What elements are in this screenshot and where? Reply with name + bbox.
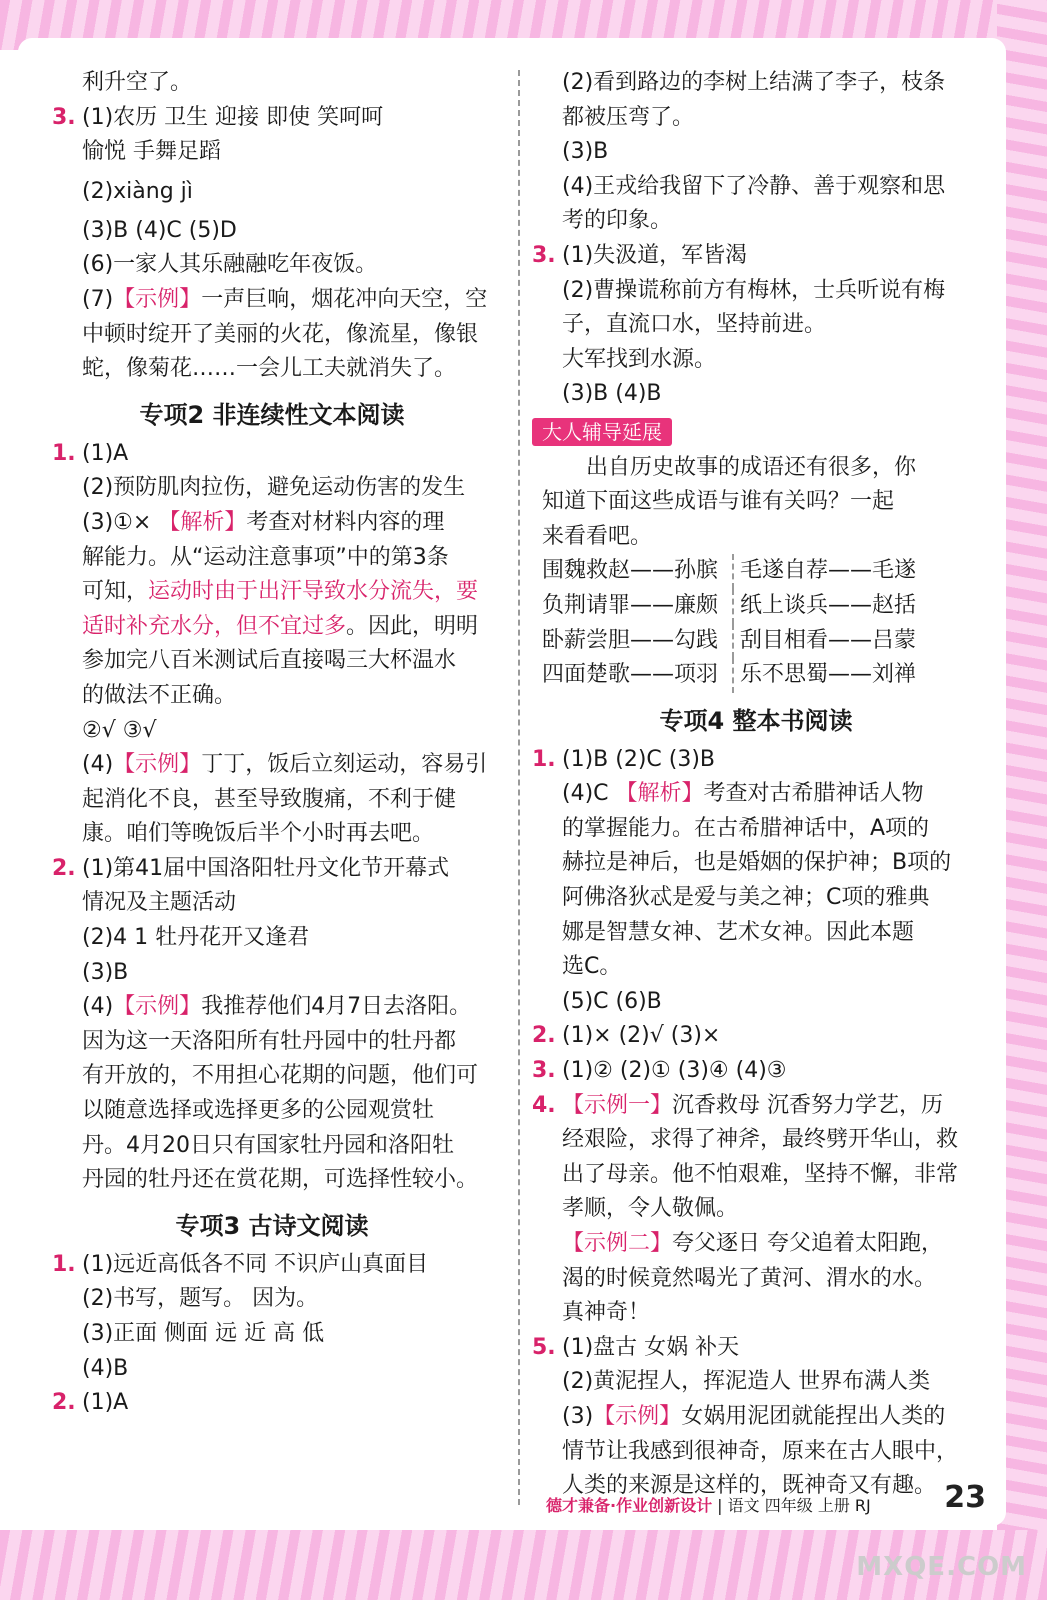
text-span: 。因此，明明 [346, 613, 479, 639]
question-2 [532, 1019, 980, 1054]
idiom-pair: 负荆请罪——廉颇 [542, 592, 719, 618]
text-span: 一声巨响，烟花冲向天空，空 [201, 286, 488, 312]
text-line: 都被压弯了。 [562, 104, 695, 130]
question-number: 1. [52, 1251, 76, 1277]
question-number: 1. [52, 440, 76, 466]
text-line: 情节让我感到很神奇，原来在古人眼中， [562, 1438, 959, 1464]
text-line: (3)B [562, 139, 609, 165]
question-3 [532, 1054, 980, 1089]
analysis-tag: 【解析】 [158, 509, 247, 535]
answer-text: (1)远近高低各不同 不识庐山真面目 [82, 1251, 429, 1277]
highlight-text: 适时补充水分，但不宜过多 [82, 613, 347, 639]
answer-text: (1)盘古 女娲 补天 [562, 1334, 740, 1360]
site-watermark: MXQE.COM [856, 1552, 1027, 1582]
text-span: (7) [82, 286, 114, 312]
text-line: 出了母亲。他不怕艰难，坚持不懈，非常 [562, 1161, 959, 1187]
text-line: 丹园的牡丹还在赏花期，可选择性较小。 [82, 1167, 479, 1193]
text-line: (2)预防肌肉拉伤，避免运动伤害的发生 [82, 475, 466, 501]
text-line: (5)C (6)B [562, 988, 662, 1014]
text-span: (4) [82, 752, 114, 778]
question-number: 1. [532, 746, 556, 772]
question-number: 3. [532, 242, 556, 268]
text-line: 阿佛洛狄忒是爱与美之神；C项的雅典 [562, 885, 930, 911]
text-line: 参加完八百米测试后直接喝三大杯温水 [82, 648, 457, 674]
text-span: 考查对材料内容的理 [246, 509, 445, 535]
answer-text: (1)B (2)C (3)B [562, 746, 716, 772]
text-line: 子，直流口水，坚持前进。 [562, 312, 827, 338]
text-span: (4) [82, 994, 114, 1020]
text-line: (2)4 1 牡丹花开又逢君 [82, 925, 310, 951]
parent-guide-badge: 大人辅导延展 [532, 418, 672, 446]
text-line: (4)王戎给我留下了冷静、善于观察和思 [562, 173, 946, 199]
idiom-pair: 刮目相看——吕蒙 [732, 624, 922, 659]
text-line: 愉悦 手舞足蹈 [82, 139, 221, 165]
text-line: 以随意选择或选择更多的公园观赏牡 [82, 1098, 435, 1124]
analysis-tag: 【解析】 [615, 781, 704, 807]
question-1 [52, 437, 492, 472]
text-line: (2)曹操谎称前方有梅林，士兵听说有梅 [562, 277, 946, 303]
text-line: (3)B [82, 959, 129, 985]
column-divider [518, 70, 520, 1505]
section-heading: 专项4 整本书阅读 [659, 706, 853, 735]
text-line: ②√ ③√ [82, 717, 157, 743]
text-line [532, 777, 980, 812]
left-column [52, 66, 492, 1421]
text-span: 夸父逐日 夸父追着太阳跑， [672, 1231, 944, 1256]
text-span: (3) [562, 1403, 594, 1429]
text-line: 渴的时候竟然喝光了黄河、渭水的水。 [562, 1265, 937, 1291]
text-line: 中顿时绽开了美丽的火花，像流星，像银 [82, 321, 479, 347]
text-line: (3)B (4)C (5)D [82, 217, 237, 243]
section-heading: 专项2 非连续性文本阅读 [139, 400, 405, 429]
question-2 [52, 852, 492, 887]
book-brand: 德才兼备·作业创新设计 [546, 1496, 713, 1515]
example-tag: 【示例】 [113, 286, 202, 312]
text-line: 考的印象。 [562, 208, 673, 234]
idiom-grid [532, 554, 980, 692]
idiom-pair: 纸上谈兵——赵括 [732, 589, 922, 624]
text-line: 情况及主题活动 [82, 890, 237, 916]
book-info: | 语文 四年级 上册 RJ [712, 1496, 871, 1515]
page-number: 23 [944, 1480, 986, 1515]
example-tag: 【示例一】 [562, 1092, 673, 1118]
text-line [532, 1400, 980, 1435]
question-4 [532, 1089, 980, 1124]
text-line: (3)正面 侧面 远 近 高 低 [82, 1321, 325, 1346]
text-line: 利升空了。 [82, 70, 193, 95]
text-line: 娜是智慧女神、艺术女神。因此本题 [562, 919, 915, 945]
text-line [532, 1227, 980, 1262]
text-line: (4)B [82, 1355, 129, 1381]
extension-text [532, 451, 980, 555]
text-line: 的掌握能力。在古希腊神话中，A项的 [562, 815, 930, 841]
answer-text: (1)A [82, 1390, 129, 1416]
example-tag: 【示例二】 [562, 1231, 673, 1256]
text-line: 蛇，像菊花……一会儿工夫就消失了。 [82, 356, 457, 382]
text-line: 赫拉是神后，也是婚姻的保护神；B项的 [562, 850, 952, 876]
idiom-pair: 乐不思蜀——刘禅 [732, 658, 922, 693]
text-line: 人类的来源是这样的，既神奇又有趣。 [562, 1473, 937, 1499]
answer-text: (1)× (2)√ (3)× [562, 1023, 721, 1049]
text-line [52, 748, 492, 783]
question-number: 2. [52, 855, 76, 881]
question-1 [532, 743, 980, 778]
text-line [52, 283, 492, 318]
text-line: 丹。4月20日只有国家牡丹园和洛阳牡 [82, 1132, 454, 1158]
question-3 [52, 101, 492, 136]
answer-text: (1)失汲道，军皆渴 [562, 242, 748, 268]
text-span: 我推荐他们4月7日去洛阳。 [201, 994, 472, 1020]
example-tag: 【示例】 [113, 752, 202, 778]
text-span: (4)C [562, 781, 616, 807]
text-line: 知道下面这些成语与谁有关吗？一起 [542, 489, 895, 515]
idiom-pair: 卧薪尝胆——勾践 [542, 627, 719, 653]
highlight-text: 运动时由于出汗导致水分流失，要 [148, 579, 479, 605]
text-line: (2)书写，题写。 因为。 [82, 1286, 319, 1312]
question-3 [532, 239, 980, 274]
text-line: (6)一家人其乐融融吃年夜饭。 [82, 252, 378, 278]
right-column [532, 66, 980, 1504]
question-number: 2. [52, 1390, 76, 1416]
text-line: (2)xiàng jì [82, 178, 193, 204]
text-line [52, 506, 492, 541]
text-line: 起消化不良，甚至导致腹痛，不利于健 [82, 786, 457, 812]
question-2 [52, 1386, 492, 1421]
text-line: 选C。 [562, 954, 622, 980]
question-1 [52, 1248, 492, 1283]
text-line: (2)黄泥捏人，挥泥造人 世界布满人类 [562, 1369, 931, 1395]
text-span: (3)①× [82, 509, 159, 535]
answer-text: 沉香救母 沉香努力学艺，历 [672, 1092, 944, 1118]
question-number: 3. [52, 104, 76, 130]
question-5 [532, 1331, 980, 1366]
question-number: 4. [532, 1092, 556, 1118]
text-line [52, 575, 492, 610]
example-tag: 【示例】 [113, 994, 202, 1020]
idiom-pair: 围魏救赵——孙膑 [542, 558, 719, 584]
answer-text: (1)A [82, 440, 129, 466]
answer-text: (1)农历 卫生 迎接 即使 笑呵呵 [82, 104, 384, 130]
answer-text: (1)② (2)① (3)④ (4)③ [562, 1058, 787, 1084]
idiom-pair: 四面楚歌——项羽 [542, 662, 719, 688]
section-heading: 专项3 古诗文阅读 [175, 1211, 369, 1240]
example-tag: 【示例】 [593, 1403, 682, 1429]
text-line: (2)看到路边的李树上结满了李子，枝条 [562, 70, 946, 95]
text-span: 可知， [82, 579, 149, 605]
answer-text: (1)第41届中国洛阳牡丹文化节开幕式 [82, 855, 450, 881]
text-span: 女娲用泥团就能捏出人类的 [681, 1403, 946, 1429]
text-line: 真神奇！ [562, 1300, 651, 1326]
text-line: 孝顺，令人敬佩。 [562, 1196, 739, 1222]
text-line: 的做法不正确。 [82, 682, 237, 708]
idiom-pair: 毛遂自荐——毛遂 [732, 554, 922, 589]
text-line [52, 990, 492, 1025]
text-span: 丁丁，饭后立刻运动，容易引 [201, 752, 488, 778]
question-number: 5. [532, 1334, 556, 1360]
question-number: 3. [532, 1058, 556, 1084]
text-span: 考查对古希腊神话人物 [703, 781, 924, 807]
text-line: 解能力。从“运动注意事项”中的第3条 [82, 544, 449, 570]
text-line: 大军找到水源。 [562, 346, 717, 372]
text-line: 出自历史故事的成语还有很多，你 [586, 454, 917, 480]
text-line: 有开放的，不用担心花期的问题，他们可 [82, 1063, 479, 1089]
text-line: 来看看吧。 [542, 523, 653, 549]
text-line [52, 610, 492, 645]
text-line: (3)B (4)B [562, 381, 662, 407]
text-line: 康。咱们等晚饭后半个小时再去吧。 [82, 821, 435, 847]
question-number: 2. [532, 1023, 556, 1049]
text-line: 因为这一天洛阳所有牡丹园中的牡丹都 [82, 1028, 457, 1054]
text-line: 经艰险，求得了神斧，最终劈开华山，救 [562, 1127, 959, 1153]
